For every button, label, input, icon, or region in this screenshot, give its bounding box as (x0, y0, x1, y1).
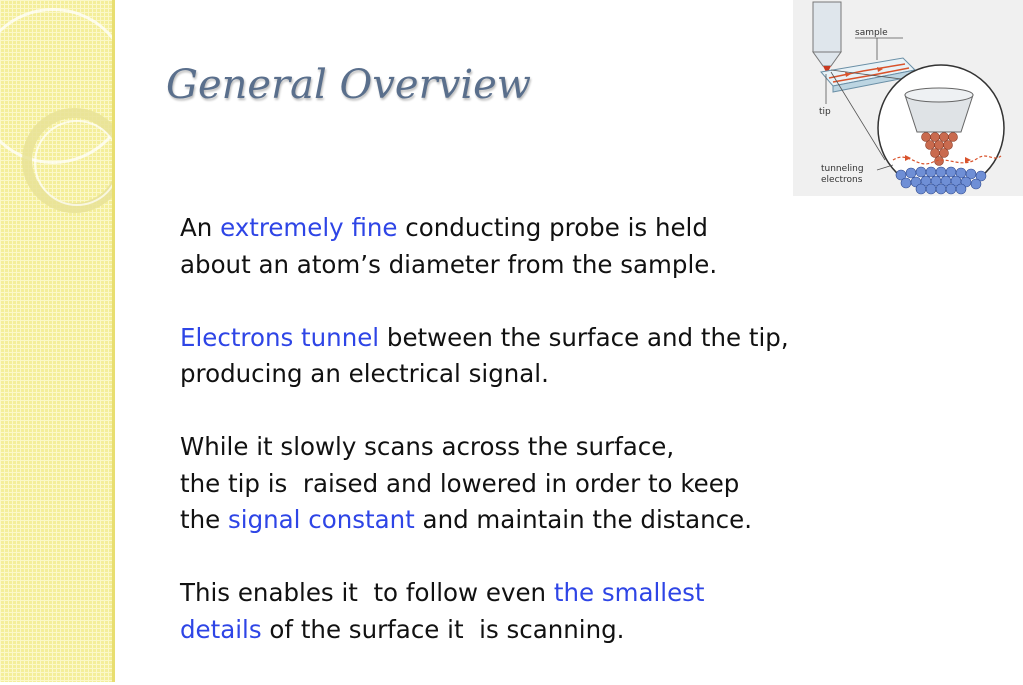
text-segment: While it slowly scans across the surface, (180, 432, 675, 461)
text-segment: An (180, 213, 221, 242)
decorative-sidebar (0, 0, 114, 682)
body-paragraph (180, 320, 980, 393)
body-paragraph (180, 575, 980, 648)
highlighted-phrase: extremely fine (220, 213, 398, 242)
text-segment: conducting probe is held (397, 213, 708, 242)
highlighted-phrase: Electrons tunnel (180, 322, 380, 352)
text-line (180, 210, 980, 247)
text-line (180, 612, 980, 649)
label-electrons: electrons (821, 175, 863, 185)
text-segment: the (180, 505, 228, 534)
text-line (180, 466, 980, 503)
label-tip: tip (819, 107, 831, 117)
text-segment: about an atom’s diameter from the sample. (180, 249, 718, 279)
text-line (180, 320, 980, 357)
slide-body (180, 210, 980, 685)
text-segment: producing an electrical signal. (180, 359, 549, 388)
text-line (180, 356, 980, 393)
body-paragraph (180, 429, 980, 539)
text-segment: of the surface it is scanning. (261, 614, 625, 644)
text-segment: This enables it to follow even (180, 578, 554, 607)
probe-holder (813, 2, 841, 52)
text-line (180, 502, 980, 539)
text-segment: the tip is raised and lowered in order to keep (180, 468, 740, 498)
stm-diagram (793, 0, 1023, 196)
decorative-ring-inner (34, 120, 114, 206)
text-line (180, 575, 980, 612)
highlighted-phrase: details (180, 614, 262, 644)
text-line (180, 429, 980, 466)
label-tunneling: tunneling (821, 164, 864, 174)
body-paragraph (180, 210, 980, 283)
text-line (180, 247, 980, 284)
text-segment: and maintain the distance. (414, 505, 752, 534)
highlighted-phrase: the smallest (553, 578, 705, 607)
highlighted-phrase: signal constant (228, 505, 415, 534)
label-sample: sample (855, 28, 888, 38)
text-segment: between the surface and the tip, (379, 322, 789, 352)
sidebar-edge (112, 0, 115, 682)
slide-title: General Overview (166, 62, 532, 108)
